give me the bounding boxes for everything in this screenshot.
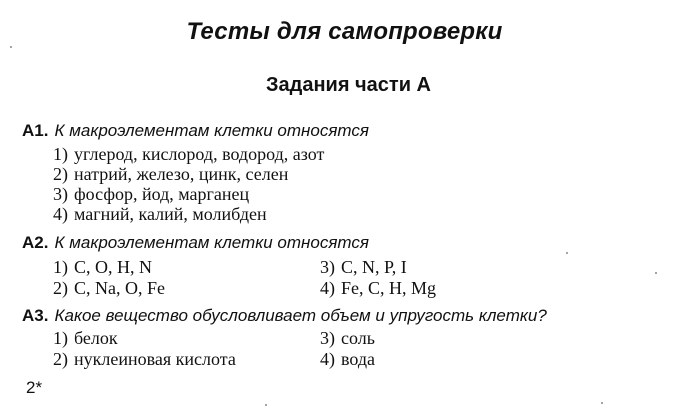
scan-speck: [655, 272, 657, 274]
option-number: 2): [53, 349, 68, 369]
answer-option: [53, 204, 267, 224]
answer-option: [53, 144, 324, 164]
option-text: С, N, Р, I: [341, 257, 407, 277]
option-number: 2): [53, 164, 68, 184]
answer-option: [320, 278, 436, 298]
question-number: А2.: [22, 233, 49, 252]
scan-speck: [566, 252, 568, 254]
question-number: А1.: [22, 121, 49, 140]
option-number: 1): [53, 328, 68, 348]
option-number: 4): [320, 349, 335, 369]
option-text: натрий, железо, цинк, селен: [74, 164, 289, 184]
question-text: К макроэлементам клетки относятся: [54, 233, 369, 252]
option-text: углерод, кислород, водород, азот: [74, 144, 325, 164]
option-number: 3): [53, 184, 68, 204]
option-text: нуклеиновая кислота: [74, 349, 236, 369]
option-text: магний, калий, молибден: [74, 204, 267, 224]
question-number: А3.: [22, 306, 49, 325]
scan-speck: [10, 46, 12, 48]
option-number: 4): [320, 278, 335, 298]
answer-option: [320, 328, 375, 348]
option-text: белок: [74, 328, 118, 348]
question-text: Какое вещество обусловливает объем и упругость клетки?: [54, 306, 547, 325]
answer-option: [320, 349, 375, 369]
option-number: 1): [53, 257, 68, 277]
option-text: С, О, Н, N: [74, 257, 153, 277]
option-text: С, Na, О, Fe: [74, 278, 165, 298]
option-number: 2): [53, 278, 68, 298]
page-title: Тесты для самопроверки: [186, 18, 503, 45]
option-number: 3): [320, 328, 335, 348]
option-number: 4): [53, 204, 68, 224]
option-text: Fe, С, Н, Mg: [341, 278, 437, 298]
question-text: К макроэлементам клетки относятся: [54, 121, 369, 140]
option-number: 1): [53, 144, 68, 164]
answer-option: [53, 164, 288, 184]
option-text: вода: [341, 349, 376, 369]
question-a1: [22, 121, 369, 141]
question-a3: [22, 306, 547, 326]
scan-speck: [601, 402, 603, 404]
scan-speck: [265, 404, 267, 406]
option-number: 3): [320, 257, 335, 277]
section-title: Задания части А: [265, 74, 432, 96]
option-text: соль: [341, 328, 375, 348]
answer-option: [53, 349, 236, 369]
page-footer: 2*: [26, 378, 43, 397]
answer-option: [320, 257, 407, 277]
answer-option: [53, 328, 118, 348]
answer-option: [53, 278, 165, 298]
option-text: фосфор, йод, марганец: [74, 184, 250, 204]
question-a2: [22, 233, 369, 253]
answer-option: [53, 184, 249, 204]
answer-option: [53, 257, 152, 277]
